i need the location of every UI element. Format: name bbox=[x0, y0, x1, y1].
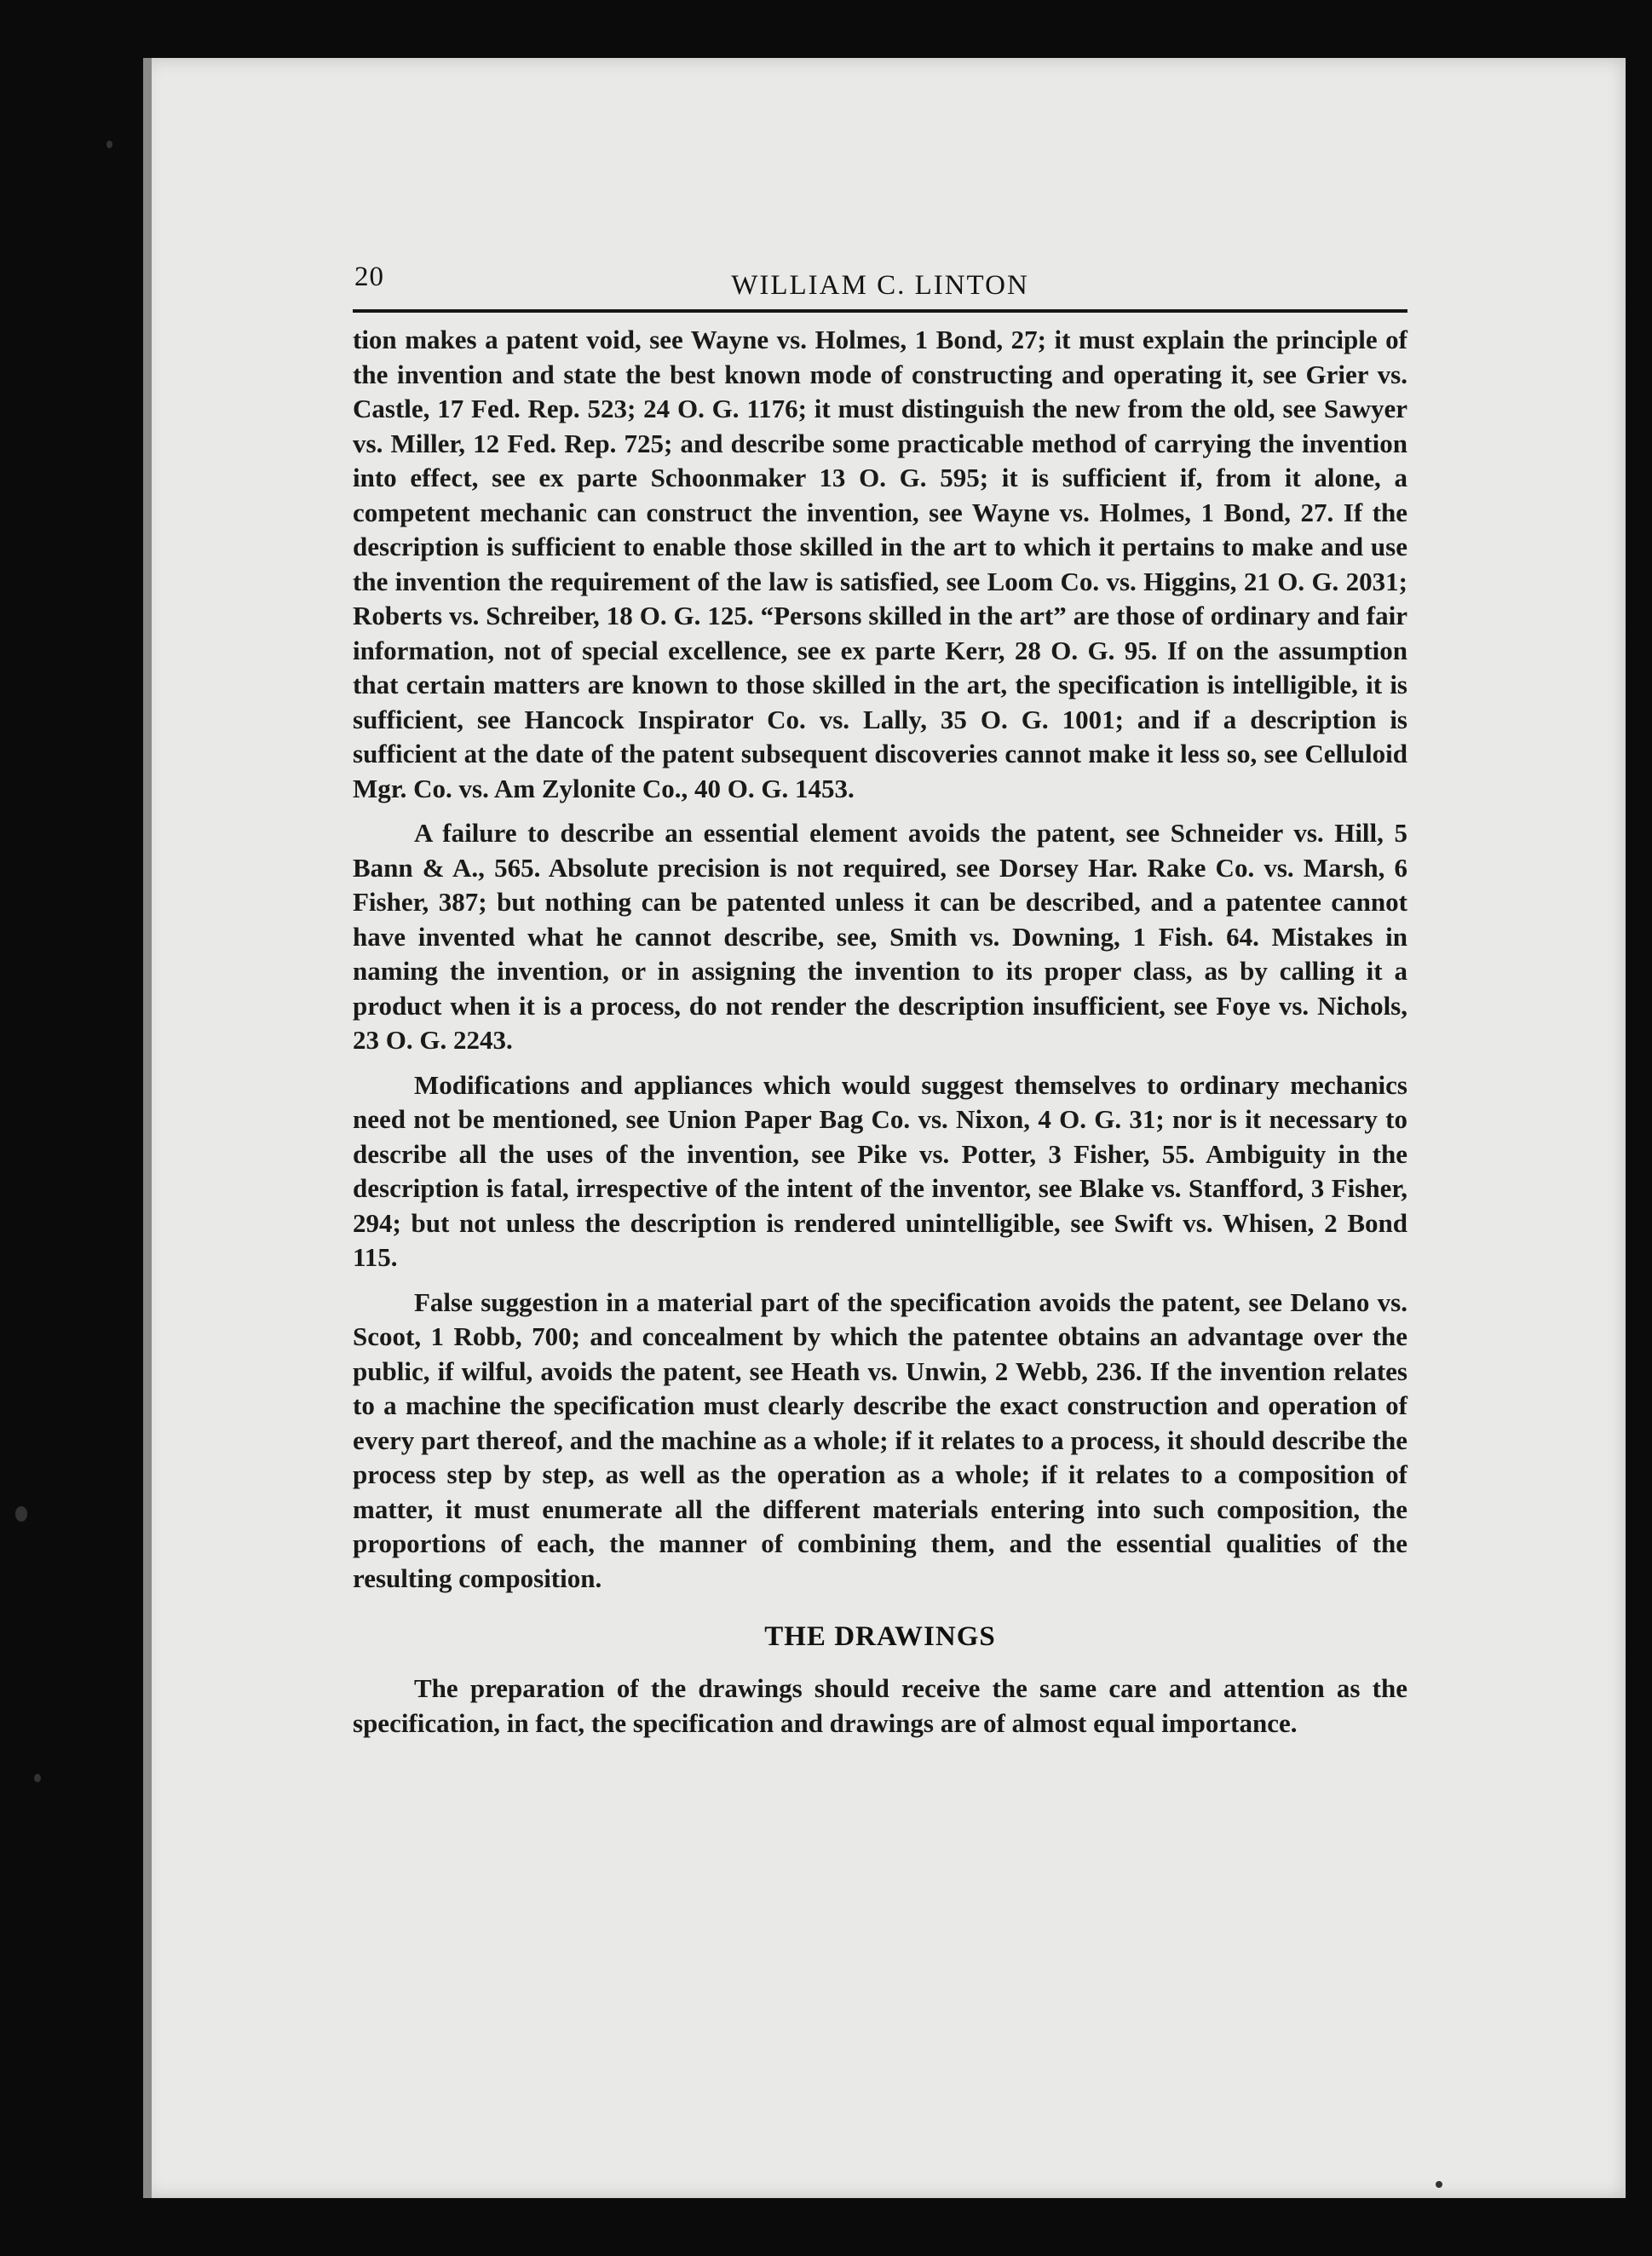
scan-speck bbox=[34, 1774, 41, 1782]
drawings-paragraph: The preparation of the drawings should receive the same care and attention as the specification, in fact, the specification and drawings are of almost equal importance. bbox=[353, 1673, 1407, 1738]
page-number: 20 bbox=[354, 262, 384, 292]
scan-right-border bbox=[1626, 0, 1652, 2256]
body-paragraph: Modifications and appliances which would suggest themselves to ordinary mechanics need not be mentioned, see Union Paper Bag Co. vs. Nixon, 4 O. G. 31; nor is it necessary to describe all the uses of the invention, see Pike vs. Potter, 3 Fisher, 55. Ambiguity in the description is fatal, irrespective of the intent of the inventor, see Blake vs. Stanfford, 3 Fisher, 294; but not unless the description is rendered unintelligible, see Swift vs. Whisen, 2 Bond 115. bbox=[353, 1069, 1407, 1272]
body-paragraph: tion makes a patent void, see Wayne vs. Holmes, 1 Bond, 27; it must explain the principle of the invention and state the best known mode of constructing and operating it, see Grier vs. Castle, 17 Fed. Rep. 523; 24 O. G. 1176; it must distinguish the new from the old, see Sawyer vs. Miller, 12 Fed. Rep. 725; and describe some practicable method of carrying the invention into effect, see ex parte Schoonmaker 13 O. G. 595; it is sufficient if, from it alone, a competent mechanic can construct the invention, see Wayne vs. Holmes, 1 Bond, 27. If the description is sufficient to enable those skilled in the art to which it pertains to make and use the invention the requirement of the law is satisfied, see Loom Co. vs. Higgins, 21 O. G. 2031; Roberts vs. Schreiber, 18 O. G. 125. “Persons skilled in the art” are those of ordinary and fair information, not of special excellence, see ex parte Kerr, 28 O. G. 95. If on the assumption that certain matters are known to those skilled in the art, the specification is intelligible, it is sufficient, see Hancock Inspirator Co. vs. Lally, 35 O. G. 1001; and if a description is sufficient at the date of the patent subsequent discoveries cannot make it less so, see Celluloid Mgr. Co. vs. Am Zylonite Co., 40 O. G. 1453. bbox=[353, 325, 1407, 803]
page-binding-edge bbox=[143, 58, 152, 2198]
scan-speck bbox=[1436, 2181, 1442, 2188]
scan-speck bbox=[106, 141, 112, 148]
page-content bbox=[353, 260, 1407, 1751]
scan-speck bbox=[15, 1506, 27, 1522]
header-rule bbox=[353, 309, 1407, 313]
section-heading: THE DRAWINGS bbox=[764, 1621, 996, 1652]
edge-mark bbox=[1626, 1644, 1644, 1660]
edge-mark bbox=[1626, 630, 1644, 646]
running-head bbox=[353, 260, 1407, 306]
body-paragraph: False suggestion in a material part of the specification avoids the patent, see Delano vs. Scoot, 1 Robb, 700; and concealment by which the patentee obtains an advantage over the public, if wilful, avoids the patent, see Heath vs. Unwin, 2 Webb, 236. If the invention relates to a machine the specification must clearly describe the exact construction and operation of every part thereof, and the machine as a whole; if it relates to a process, it should describe the process step by step, as well as the operation as a whole; if it relates to a composition of matter, it must enumerate all the different materials entering into such composition, the proportions of each, the manner of combining them, and the essential qualities of the resulting composition. bbox=[353, 1286, 1407, 1593]
running-title: WILLIAM C. LINTON bbox=[731, 270, 1029, 301]
body-paragraph: A failure to describe an essential element avoids the patent, see Schneider vs. Hill, 5 Bann & A., 565. Absolute precision is not required, see Dorsey Har. Rake Co. vs. Marsh, 6 Fisher, 387; but nothing can be patented unless it can be described, and a patentee cannot have invented what he cannot describe, see, Smith vs. Downing, 1 Fish. 64. Mistakes in naming the invention, or in assigning the invention to its proper class, as by calling it a product when it is a process, do not render the description insufficient, see Foye vs. Nichols, 23 O. G. 2243. bbox=[353, 818, 1407, 1055]
edge-mark bbox=[1626, 1998, 1644, 2013]
edge-mark bbox=[1626, 294, 1644, 309]
